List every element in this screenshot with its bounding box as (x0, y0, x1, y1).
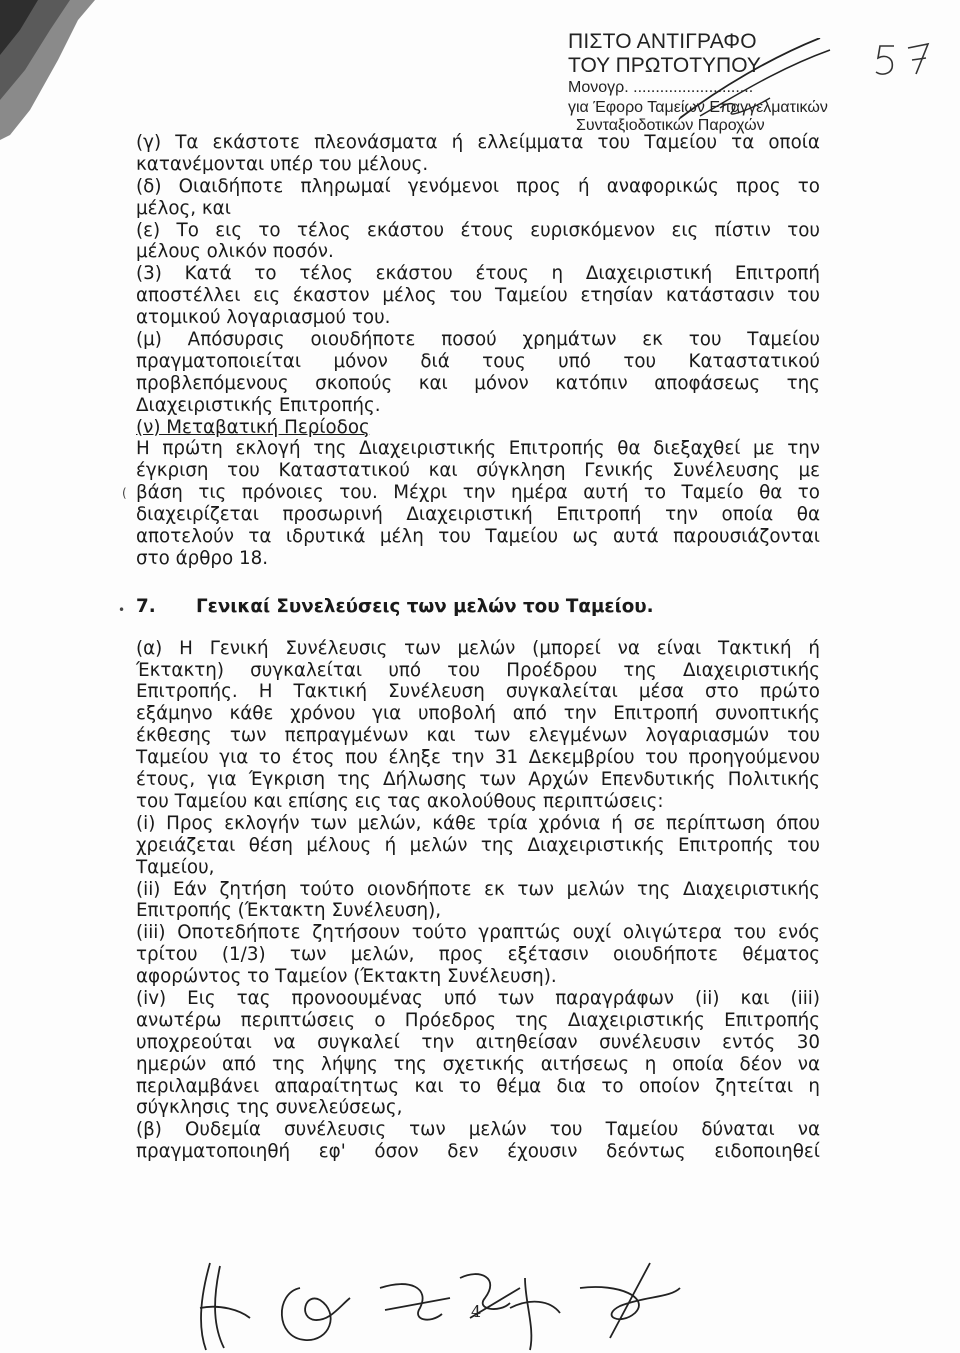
text-line: εξάμηνο κάθε χρόνου για υποβολή από την Επιτροπή συνοπτικής (136, 703, 820, 725)
text-line: τρίτου (1/3) των μελών, προς εξέτασιν οιουδήποτε θέματος (136, 944, 820, 966)
text-line: (β) Ουδεμία συνέλευσις των μελών του Ταμείου δύναται να (136, 1119, 820, 1141)
text-line: (3) Κατά το τέλος εκάστου έτους η Διαχειριστική Επιτροπή (136, 263, 820, 285)
text-line: αφορώντος το Ταμείον (Έκτακτη Συνέλευση). (136, 966, 557, 988)
text-line: Διαχειριστικής Επιτροπής. (136, 394, 381, 416)
margin-dot: • (118, 603, 126, 617)
text-line: (ε) Το εις το τέλος εκάστου έτους ευρισκόμενον εις πίστιν του (136, 219, 820, 241)
text-line: (δ) Οιαιδήποτε πληρωμαί γενόμενοι προς ή αναφορικώς προς το (136, 175, 820, 197)
text-line: (iv) Εις τας προνοουμένας υπό των παραγράφων (ii) και (iii) (136, 987, 820, 1009)
text-line: διαχειρίζεται προσωρινή Διαχειριστική Επιτροπή την οποία θα (136, 504, 820, 526)
stamp-line-4: για Έφορο Ταμείων Επαγγελματικών (568, 99, 828, 116)
text-line: χρειάζεται θέση μέλους ή μελών της Διαχειριστικής Επιτροπής του (136, 834, 820, 856)
text-line: ατομικού λογαριασμού του. (136, 307, 391, 329)
text-line: αποτελούν τα ιδρυτικά μέλη του Ταμείου ως αυτά παρουσιάζονται (136, 526, 820, 548)
text-line: αποστέλλει εις έκαστον μέλος του Ταμείου ετησίαν κατάστασιν του (136, 285, 820, 307)
section-title: Γενικαί Συνελεύσεις των μελών του Ταμείου. (196, 595, 654, 617)
text-line: Η πρώτη εκλογή της Διαχειριστικής Επιτροπής θα διεξαχθεί με την (136, 438, 820, 460)
text-line: πραγματοποιηθή εφ' όσον δεν έχουσιν δεόντως ειδοποιηθεί (136, 1141, 820, 1163)
text-line: ημερών από της λήψης της σχετικής αιτήσεως η οποία δέον να (136, 1053, 820, 1075)
text-line: στο άρθρο 18. (136, 547, 269, 569)
text-line: Επιτροπής (Έκτακτη Συνέλευση), (136, 900, 442, 922)
document-body (136, 132, 820, 1163)
text-line: του Ταμείου και επίσης εις τας ακολούθους περιπτώσεις: (136, 790, 664, 812)
text-line: σύγκλησις της συνελεύσεως, (136, 1097, 403, 1119)
margin-tick: ( (122, 486, 127, 500)
text-line: (ii) Εάν ζητήση τούτο οιονδήποτε εκ των μελών της Διαχειριστικής (136, 878, 820, 900)
text-line: Έκτακτη) συγκαλείται υπό του Προέδρου της Διαχειριστικής (136, 659, 820, 681)
text-line: υποχρεούται να συγκαλεί την αιτηθείσαν συνέλευσιν εντός 30 (136, 1031, 820, 1053)
text-line: μέλους ολικόν ποσόν. (136, 241, 334, 263)
text-line: Επιτροπής. Η Τακτική Συνέλευση συγκαλείται μέσα στο πρώτο (136, 681, 820, 703)
page-number: 4 (471, 1302, 482, 1321)
stamp-line-2: ΤΟΥ ΠΡΩΤΟΤΥΠΟΥ (568, 54, 761, 77)
text-line: κατανέμονται υπέρ του μέλους. (136, 153, 429, 175)
scan-corner-shadow (0, 0, 110, 140)
text-line: (i) Προς εκλογήν των μελών, κάθε τρία χρόνια ή σε περίπτωση όπου (136, 812, 820, 834)
text-line: πραγματοποιείται μόνον διά τους υπό του Καταστατικού (136, 350, 820, 372)
text-line: (α) Η Γενική Συνέλευσις των μελών (μπορεί να είναι Τακτική ή (136, 637, 820, 659)
text-line: έκθεσης των πεπραγμένων και των ελεγμένων λογαριασμών του (136, 725, 820, 747)
text-line: ανωτέρω περιπτώσεις ο Πρόεδρος της Διαχειριστικής Επιτροπής (136, 1009, 820, 1031)
text-line: προβλεπόμενους σκοπούς και μόνον κατόπιν αποφάσεως της (136, 372, 820, 394)
text-line: Ταμείου για το έτος που έληξε την 31 Δεκεμβρίου του προηγούμενου (136, 747, 820, 769)
text-line: έτους, για Έγκριση της Δήλωσης των Αρχών Επενδυτικής Πολιτικής (136, 769, 820, 791)
section-subheading: (ν) Μεταβατική Περίοδος (136, 416, 370, 438)
stamp-line-3: Μονογρ. ........................... (568, 79, 754, 96)
text-line: βάση τις πρόνοιες του. Μέχρι την ημέρα αυτή το Ταμείο θα το (136, 482, 820, 504)
stamp-signature (660, 38, 840, 128)
text-line: έγκριση του Καταστατικού και σύγκληση Γενικής Συνέλευσης με (136, 460, 820, 482)
text-line: (μ) Απόσυρσις οιουδήποτε ποσού χρημάτων εκ του Ταμείου (136, 329, 820, 351)
section-heading (136, 596, 820, 620)
text-line: Ταμείου, (136, 856, 215, 878)
text-line: (γ) Τα εκάστοτε πλεονάσματα ή ελλείμματα του Ταμείου τα οποία (136, 132, 820, 153)
section-number: 7. (136, 595, 156, 617)
stamp-line-1: ΠΙΣΤΟ ΑΝΤΙΓΡΑΦΟ (568, 30, 757, 53)
text-line: (iii) Οποτεδήποτε ζητήσουν τούτο γραπτώς ουχί ολιγώτερα του ενός (136, 922, 820, 944)
stamp-line-5: Συνταξιοδοτικών Παροχών (576, 117, 765, 134)
text-line: περιλαμβάνει απαραίτητως και το θέμα δια το οποίον ζητείται η (136, 1075, 820, 1097)
text-line: μέλος, και (136, 197, 231, 219)
